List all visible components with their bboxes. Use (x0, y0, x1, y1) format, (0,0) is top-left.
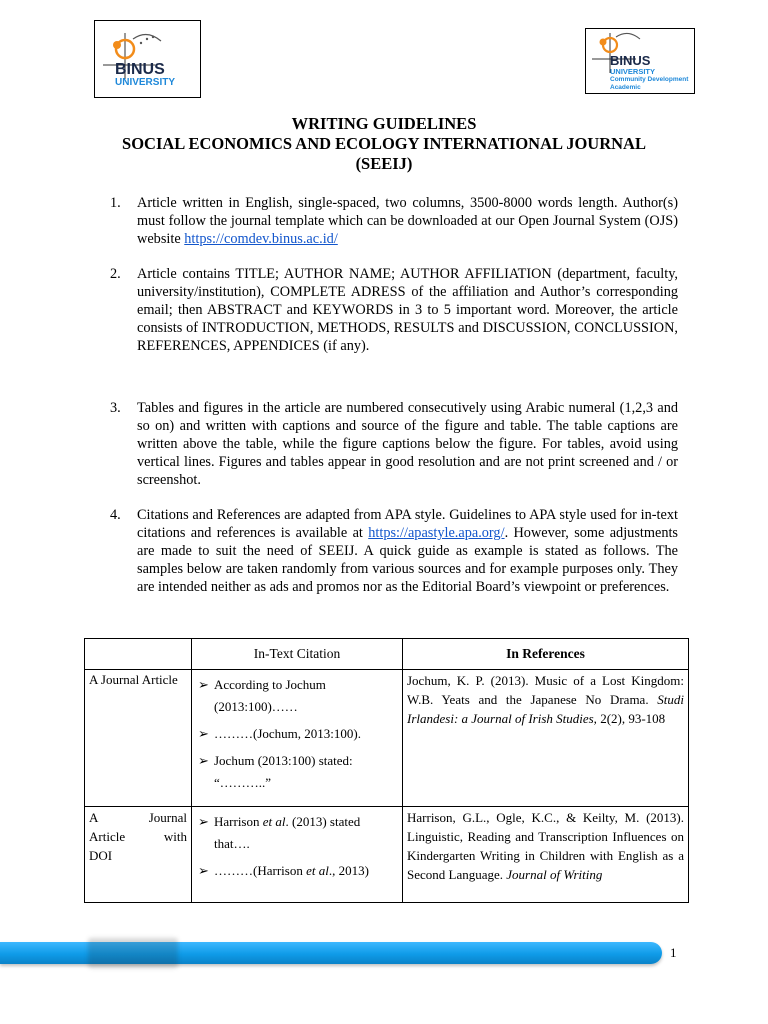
citation-example: ➢ ………(Jochum, 2013:100). (198, 723, 396, 745)
binus-logo-left (94, 20, 201, 98)
guideline-item (110, 399, 678, 489)
binus-logo-right (585, 28, 695, 94)
citation-example: ➢ According to Jochum (2013:100)…… (198, 674, 396, 718)
item-text: Article written in English, single-spaced, two columns, 3500-8000 words length. Author(s) must follow the journal template which can be downloaded at our Open Journal System (OJS) website (137, 195, 678, 247)
citation-table (84, 638, 689, 903)
table-row (85, 670, 689, 807)
header-in-references: In References (403, 639, 689, 670)
logo-right-tag2: Academic (610, 84, 641, 91)
arrow-bullet-icon: ➢ (198, 814, 209, 829)
row-in-text (192, 807, 403, 903)
apa-style-link[interactable]: https://apastyle.apa.org/ (368, 525, 505, 541)
citation-example: ➢ ………(Harrison et al., 2013) (198, 860, 396, 882)
header-type (85, 639, 192, 670)
page-number: 1 (670, 945, 677, 960)
row-reference: Harrison, G.L., Ogle, K.C., & Keilty, M. (2013). Linguistic, Reading and Transcription Influences on Kindergarten Writing in Children with English as a Second Language. Journal of Writing (403, 807, 689, 903)
item-text-continued: . However, some adjustments are made to suit the need of SEEIJ. A quick guide as example is stated as follows. The samples below are taken randomly from various sources and for example purposes only. They are intended neither as ads and promos nor as the Editorial Board’s viewpoint or preferences. (137, 525, 678, 595)
guideline-item (110, 265, 678, 355)
arrow-bullet-icon: ➢ (198, 726, 209, 741)
arrow-bullet-icon: ➢ (198, 677, 209, 692)
item-text: Citations and References are adapted from APA style. Guidelines to APA style used for in-text citations and references is available at (137, 507, 678, 541)
row-in-text (192, 670, 403, 807)
footer-shadow (88, 938, 178, 968)
ojs-website-link[interactable]: https://comdev.binus.ac.id/ (184, 231, 338, 247)
item-number: 1. (110, 195, 121, 211)
title-line-1: WRITING GUIDELINES (291, 114, 477, 133)
arrow-bullet-icon: ➢ (198, 863, 209, 878)
table-header-row (85, 639, 689, 670)
item-text: Article contains TITLE; AUTHOR NAME; AUTHOR AFFILIATION (department, faculty, university/institution), COMPLETE ADRESS of the affiliation and Author’s corresponding email; then ABSTRACT and KEYWORDS in 3 to 5 important word. Moreover, the article consists of INTRODUCTION, METHODS, RESULTS and DISCUSSION, CONCLUSSION, REFERENCES, APPENDICES (if any). (137, 266, 678, 354)
title-line-2: SOCIAL ECONOMICS AND ECOLOGY INTERNATIONAL JOURNAL (122, 134, 646, 153)
citation-example: ➢ Harrison et al. (2013) stated that…. (198, 811, 396, 855)
row-type: A Journal Article with DOI (85, 807, 192, 903)
title-line-3: (SEEIJ) (355, 154, 413, 173)
guideline-item (110, 194, 678, 248)
item-number: 3. (110, 400, 121, 416)
row-reference: Jochum, K. P. (2013). Music of a Lost Kingdom: W.B. Yeats and the Japanese No Drama. Studi Irlandesi: a Journal of Irish Studies, 2(2), 93-108 (403, 670, 689, 807)
item-number: 4. (110, 507, 121, 523)
citation-example: ➢ Jochum (2013:100) stated: “………..” (198, 750, 396, 794)
logo-left-sub: UNIVERSITY (115, 77, 176, 88)
header-in-text-citation: In-Text Citation (192, 639, 403, 670)
table-row (85, 807, 689, 903)
row-type: A Journal Article (85, 670, 192, 807)
guideline-list (110, 194, 678, 596)
logo-right-name: BINUS (610, 53, 651, 68)
guideline-item (110, 506, 678, 596)
logo-left-name: BINUS (115, 61, 165, 78)
arrow-bullet-icon: ➢ (198, 753, 209, 768)
item-text: Tables and figures in the article are numbered consecutively using Arabic numeral (1,2,3 and so on) and written with captions and source of the figure and table. The table captions are written above the table, while the figure captions below the figure. For tables, avoid using vertical lines. Figures and tables appear in good resolution and are not print screened and / or screenshot. (137, 400, 678, 488)
logo-right-sub: UNIVERSITY (610, 67, 656, 76)
logo-right-tag: Community Development (610, 76, 689, 83)
item-number: 2. (110, 266, 121, 282)
